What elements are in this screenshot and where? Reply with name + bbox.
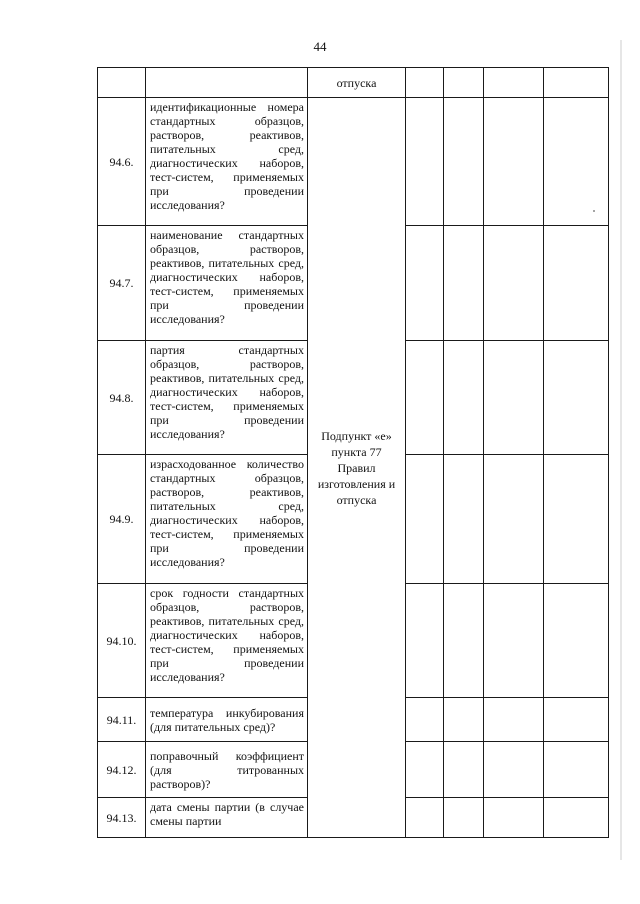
table-row [98, 98, 609, 226]
answer-no-cell[interactable] [444, 798, 484, 838]
notes-cell[interactable] [544, 98, 609, 226]
answer-no-cell[interactable] [444, 698, 484, 742]
question-text: поправочный коэффициент (для титрованных растворов)? [146, 742, 308, 798]
answer-na-cell[interactable] [484, 698, 544, 742]
question-text: дата смены партии (в случае смены партии [146, 798, 308, 838]
cell-empty [98, 68, 146, 98]
answer-yes-cell[interactable] [406, 798, 444, 838]
row-number: 94.7. [98, 226, 146, 341]
table-header-row [98, 68, 609, 98]
answer-yes-cell[interactable] [406, 341, 444, 455]
cell-empty [406, 68, 444, 98]
row-number: 94.9. [98, 455, 146, 584]
question-text: срок годности стандартных образцов, растворов, реактивов, питательных сред, диагностических наборов, тест-систем, применяемых при проведении исследования? [146, 584, 308, 698]
question-text: партия стандартных образцов, растворов, реактивов, питательных сред, диагностических наборов, тест-систем, применяемых при проведении исследования? [146, 341, 308, 455]
answer-no-cell[interactable] [444, 226, 484, 341]
answer-na-cell[interactable] [484, 226, 544, 341]
answer-no-cell[interactable] [444, 742, 484, 798]
answer-yes-cell[interactable] [406, 455, 444, 584]
row-number: 94.8. [98, 341, 146, 455]
scan-speck [593, 210, 595, 212]
notes-cell[interactable] [544, 341, 609, 455]
answer-no-cell[interactable] [444, 341, 484, 455]
notes-cell[interactable] [544, 584, 609, 698]
page-number: 44 [313, 39, 327, 54]
checklist-table [97, 67, 609, 838]
cell-empty [484, 68, 544, 98]
answer-no-cell[interactable] [444, 584, 484, 698]
answer-yes-cell[interactable] [406, 584, 444, 698]
cell-empty [544, 68, 609, 98]
row-number: 94.13. [98, 798, 146, 838]
row-number: 94.6. [98, 98, 146, 226]
question-text: температура инкубирования (для питательных сред)? [146, 698, 308, 742]
question-text: наименование стандартных образцов, растворов, реактивов, питательных сред, диагностических наборов, тест-систем, применяемых при проведении исследования? [146, 226, 308, 341]
answer-no-cell[interactable] [444, 98, 484, 226]
row-number: 94.12. [98, 742, 146, 798]
header-cell-requirement: отпуска [308, 68, 406, 98]
legal-reference [308, 98, 406, 838]
question-text: израсходованное количество стандартных образцов, растворов, реактивов, питательных сред, диагностических наборов, тест-систем, применяемых при проведении исследования? [146, 455, 308, 584]
answer-yes-cell[interactable] [406, 742, 444, 798]
notes-cell[interactable] [544, 455, 609, 584]
answer-na-cell[interactable] [484, 341, 544, 455]
answer-yes-cell[interactable] [406, 698, 444, 742]
notes-cell[interactable] [544, 226, 609, 341]
legal-reference-text: Подпункт «е» пункта 77 Правил изготовления и отпуска [317, 428, 396, 507]
answer-na-cell[interactable] [484, 742, 544, 798]
scan-edge [620, 40, 622, 860]
answer-no-cell[interactable] [444, 455, 484, 584]
cell-empty [146, 68, 308, 98]
notes-cell[interactable] [544, 798, 609, 838]
row-number: 94.11. [98, 698, 146, 742]
row-number: 94.10. [98, 584, 146, 698]
answer-na-cell[interactable] [484, 798, 544, 838]
notes-cell[interactable] [544, 742, 609, 798]
question-text: идентификационные номера стандартных образцов, растворов, реактивов, питательных сред, диагностических наборов, тест-систем, применяемых при проведении исследования? [146, 98, 308, 226]
answer-yes-cell[interactable] [406, 226, 444, 341]
answer-na-cell[interactable] [484, 98, 544, 226]
answer-yes-cell[interactable] [406, 98, 444, 226]
notes-cell[interactable] [544, 698, 609, 742]
answer-na-cell[interactable] [484, 455, 544, 584]
cell-empty [444, 68, 484, 98]
answer-na-cell[interactable] [484, 584, 544, 698]
